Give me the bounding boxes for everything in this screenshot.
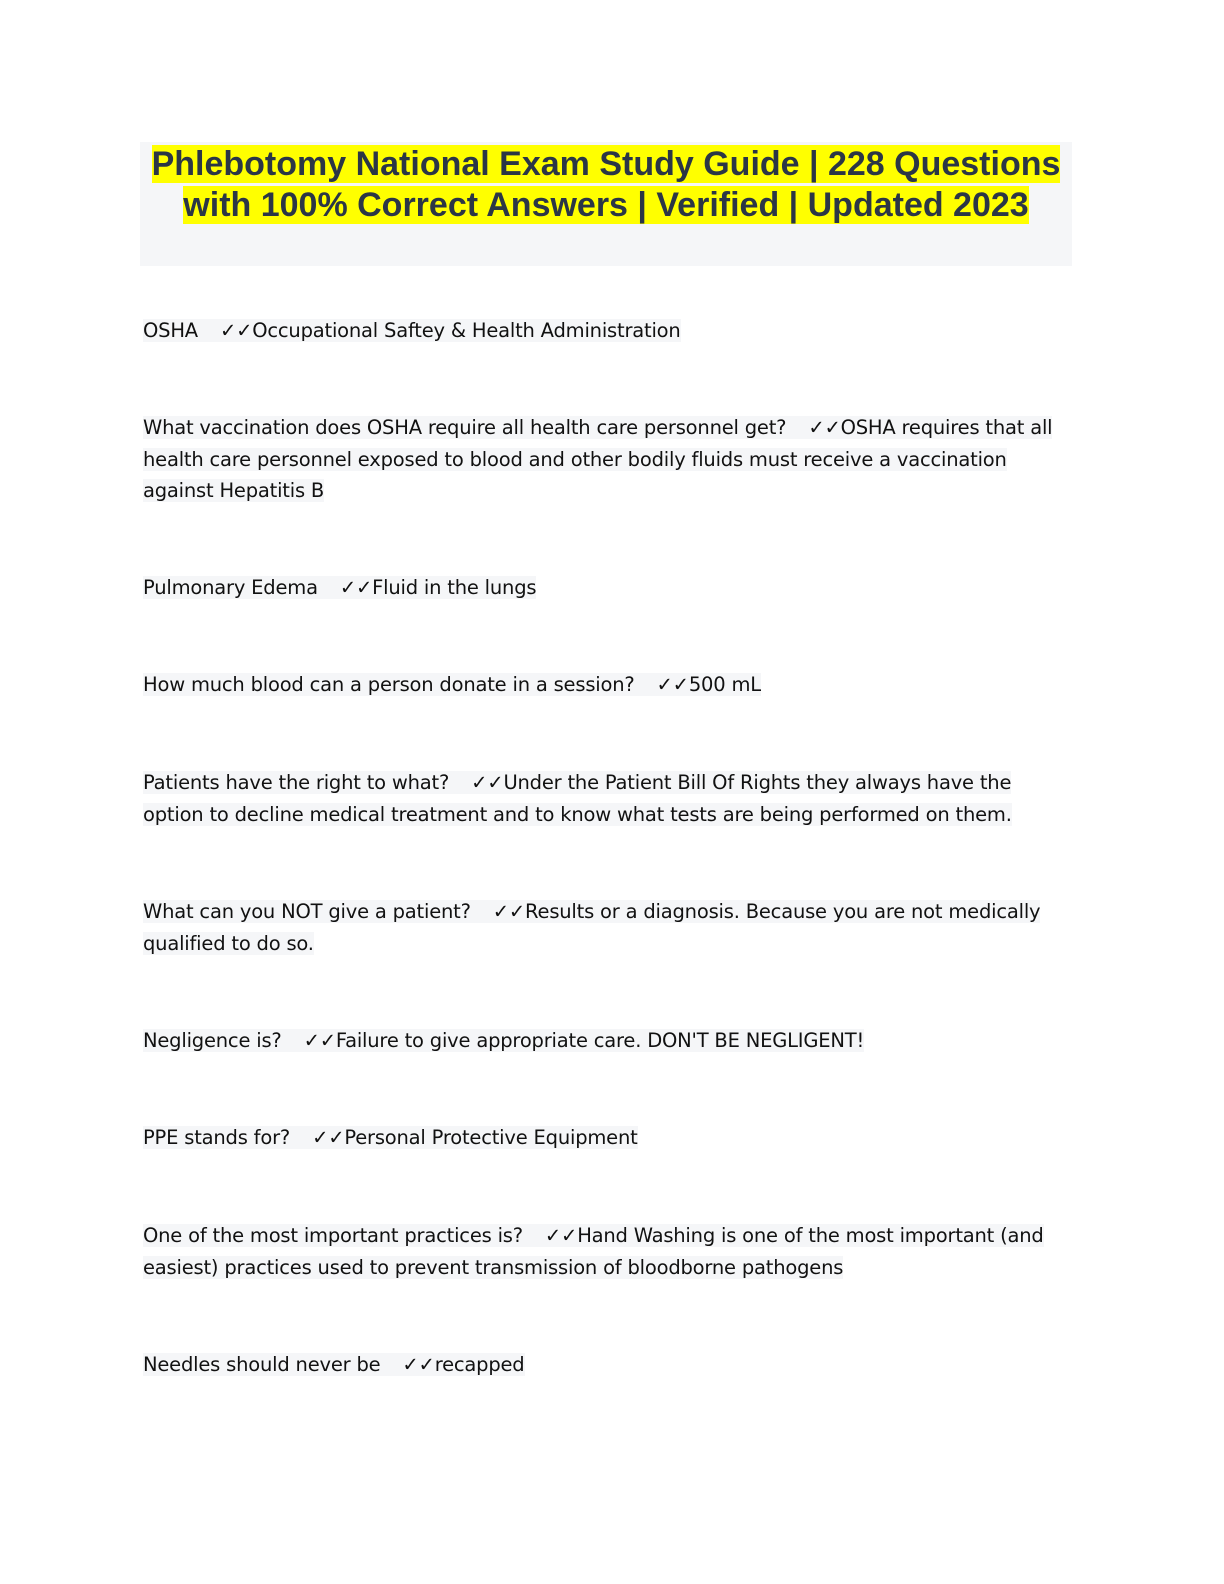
answer-text: OSHA requires that all health care personnel exposed to blood and other bodily fluids must receive a vaccination against Hepatitis B [143,416,1053,502]
question-text: What can you NOT give a patient? [143,900,471,923]
title-box [140,142,1072,266]
double-check-icon: ✓✓ [312,1126,345,1149]
answer-text: Fluid in the lungs [372,576,537,599]
double-check-icon: ✓✓ [219,319,253,342]
qa-line [143,1224,1044,1279]
qa-item-needles [143,1349,1073,1381]
qa-item-blood-donation [143,669,1073,701]
document-title [140,144,1072,226]
question-text: One of the most important practices is? [143,1224,523,1247]
qa-item-patient-rights [143,767,1073,830]
qa-line [143,1353,525,1376]
double-check-icon: ✓✓ [808,416,841,439]
qa-line [143,1029,864,1052]
double-check-icon: ✓✓ [339,576,373,599]
qa-line [143,1126,638,1149]
answer-text: Results or a diagnosis. Because you are not medically qualified to do so. [143,900,1041,955]
double-check-icon: ✓✓ [402,1353,435,1376]
question-text: Negligence is? [143,1029,282,1052]
qa-item-not-give [143,896,1073,959]
answer-text: Failure to give appropriate care. DON'T BE NEGLIGENT! [335,1029,865,1052]
question-text: How much blood can a person donate in a session? [143,673,635,696]
qa-line [143,416,1052,502]
answer-text: 500 mL [688,673,761,696]
double-check-icon: ✓✓ [656,673,689,696]
document-title-text: Phlebotomy National Exam Study Guide | 228 Questions with 100% Correct Answers | Verified | Updated 2023 [151,145,1061,224]
double-check-icon: ✓✓ [303,1029,336,1052]
answer-text: Hand Washing is one of the most important (and easiest) practices used to prevent transmission of bloodborne pathogens [143,1224,1044,1279]
qa-line [143,576,536,599]
answer-text: Occupational Saftey & Health Administration [252,319,681,342]
question-text: Needles should never be [143,1353,381,1376]
question-text: What vaccination does OSHA require all health care personnel get? [143,416,787,439]
qa-item-hand-washing [143,1220,1073,1283]
qa-line [143,771,1012,826]
double-check-icon: ✓✓ [492,900,526,923]
answer-text: Under the Patient Bill Of Rights they always have the option to decline medical treatment and to know what tests are being performed on them. [143,771,1012,826]
double-check-icon: ✓✓ [544,1224,578,1247]
qa-item-vaccination [143,412,1073,507]
question-text: OSHA [143,319,198,342]
qa-line [143,319,681,342]
qa-line [143,673,761,696]
qa-line [143,900,1040,955]
qa-item-negligence [143,1025,1073,1057]
question-text: PPE stands for? [143,1126,291,1149]
qa-item-osha [143,315,1073,347]
question-text: Patients have the right to what? [143,771,450,794]
qa-item-ppe [143,1122,1073,1154]
question-text: Pulmonary Edema [143,576,318,599]
answer-text: recapped [434,1353,525,1376]
double-check-icon: ✓✓ [471,771,504,794]
answer-text: Personal Protective Equipment [344,1126,638,1149]
qa-item-pulmonary-edema [143,572,1073,604]
